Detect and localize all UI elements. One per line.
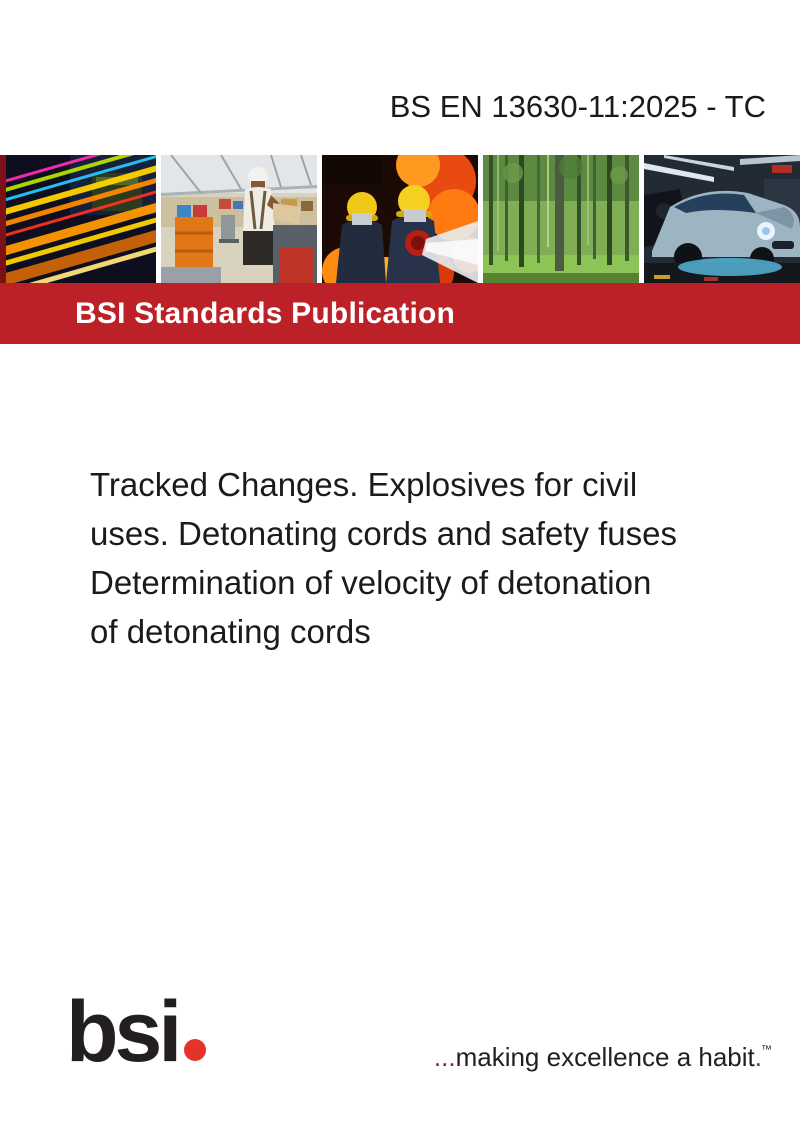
title-line-1: Tracked Changes. Explosives for civil xyxy=(90,466,638,503)
tagline-period: . xyxy=(754,1042,762,1072)
trademark-symbol: ™ xyxy=(761,1044,772,1056)
document-code: BS EN 13630-11:2025 - TC xyxy=(389,89,766,124)
standard-title xyxy=(90,460,750,656)
title-line-2: uses. Detonating cords and safety fuses xyxy=(90,515,678,552)
forest-photo xyxy=(483,155,639,283)
cover-photo-strip xyxy=(0,155,800,283)
warehouse-worker-photo xyxy=(161,155,317,283)
title-line-3: Determination of velocity of detonation xyxy=(90,564,652,601)
firefighters-photo xyxy=(322,155,478,283)
bsi-banner xyxy=(0,283,800,344)
bsi-logo xyxy=(66,984,206,1080)
tagline-text: making excellence a habit xyxy=(455,1042,755,1072)
car-production-photo xyxy=(644,155,800,283)
banner-title: BSI Standards Publication xyxy=(75,296,456,330)
light-trails-photo xyxy=(0,155,156,283)
bsi-logo-red-dot xyxy=(184,1039,206,1061)
bsi-tagline xyxy=(434,1035,772,1072)
bsi-logo-text: bsi xyxy=(66,984,179,1080)
tagline-ellipsis: ... xyxy=(433,1042,456,1072)
title-line-4: of detonating cords xyxy=(90,613,371,650)
